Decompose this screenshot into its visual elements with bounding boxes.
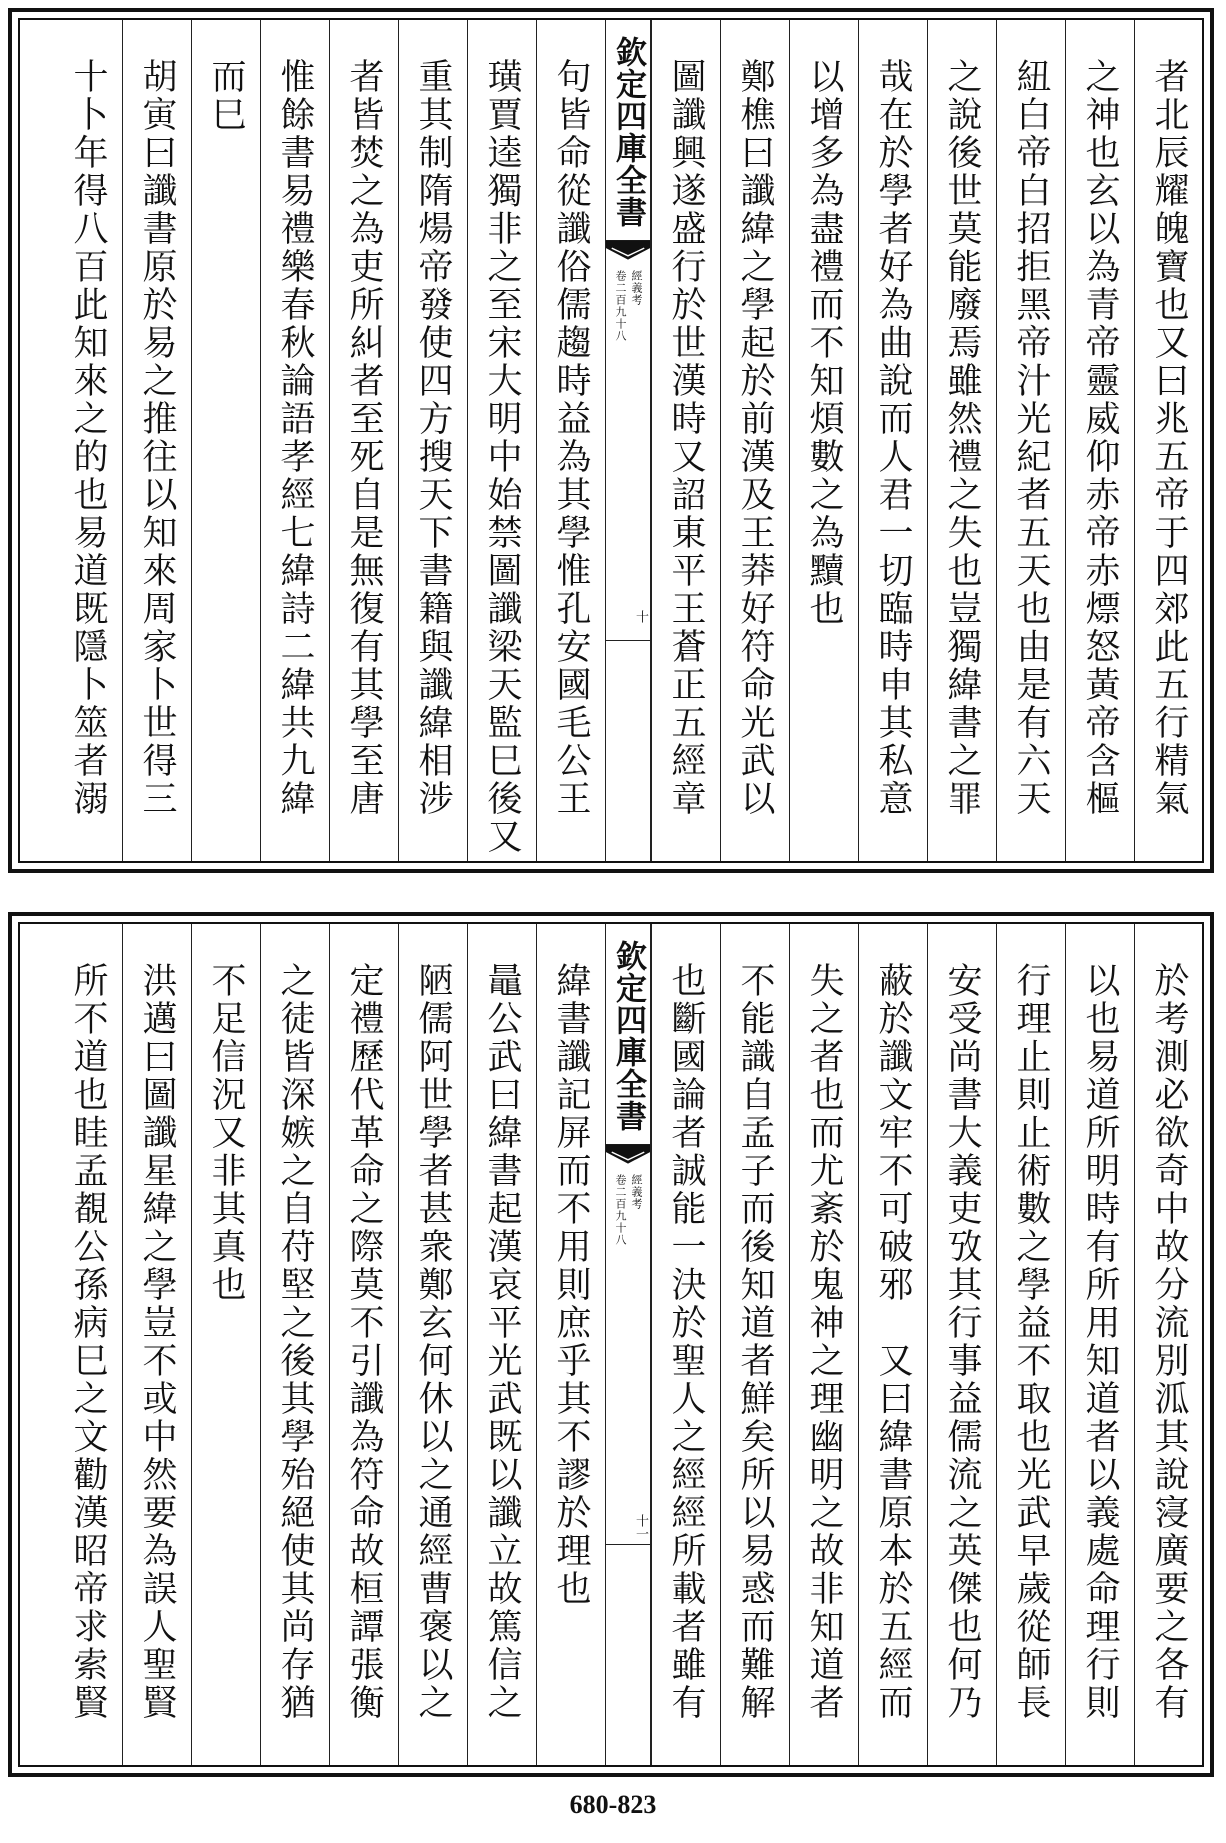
text-column: [651, 20, 720, 861]
fold-divider: [606, 640, 650, 641]
fish-tail-mark-icon: [606, 240, 650, 262]
fold-divider: [606, 1544, 650, 1545]
text-column: [122, 20, 191, 861]
column-text: 於考測必欲奇中故分流別泒其說寖廣要之各有: [1149, 962, 1189, 1722]
column-text: 者皆焚之為吏所糾者至死自是無復有其學至唐: [344, 58, 384, 818]
column-text: 惟餘書易禮樂春秋論語孝經七緯詩二緯共九緯: [275, 58, 315, 818]
text-column: [858, 20, 927, 861]
column-text: 不能識自孟子而後知道者鮮矣所以易惑而難解: [735, 962, 775, 1722]
text-column: [789, 20, 858, 861]
page-number: 十: [633, 610, 648, 623]
column-text: 不足信況又非其真也: [206, 962, 246, 1304]
catalog-number: 680-823: [569, 1790, 657, 1819]
text-column: [1134, 20, 1203, 861]
text-column: [1134, 924, 1203, 1765]
text-column: [1065, 20, 1134, 861]
text-column: [260, 924, 329, 1765]
text-column: [1065, 924, 1134, 1765]
text-column: [858, 924, 927, 1765]
text-column: [720, 20, 789, 861]
text-column: [927, 20, 996, 861]
text-column: [927, 924, 996, 1765]
work-name: 經義考: [630, 270, 643, 306]
column-text: 句皆命從讖俗儒趨時益為其學惟孔安國毛公王: [551, 58, 591, 818]
column-text: 以增多為盡禮而不知煩數之為黷也: [804, 58, 844, 628]
column-text: 陋儒阿世學者甚衆鄭玄何休以之通經曹褒以之: [413, 962, 453, 1722]
chapter-number: 卷二百九十八: [614, 1174, 627, 1246]
volume-info: [608, 1174, 648, 1294]
text-column: [536, 20, 605, 861]
volume-info: [608, 270, 648, 390]
column-text: 紐白帝白招拒黑帝汁光紀者五天也由是有六天: [1011, 58, 1051, 818]
center-fold: [605, 20, 651, 861]
text-column: [789, 924, 858, 1765]
page-number: 十一: [633, 1514, 648, 1540]
fish-tail-mark-icon: [606, 1144, 650, 1166]
bottom-page: [8, 912, 1214, 1777]
text-column: [996, 20, 1065, 861]
column-text: 鄭樵曰讖緯之學起於前漢及王莽好符命光武以: [735, 58, 775, 818]
work-name: 經義考: [630, 1174, 643, 1210]
text-column: [996, 924, 1065, 1765]
text-column: [398, 20, 467, 861]
column-text: 行理止則止術數之學益不取也光武早歲從師長: [1011, 962, 1051, 1722]
text-column: [720, 924, 789, 1765]
column-text: 緯書讖記屏而不用則庶乎其不謬於理也: [551, 962, 591, 1608]
column-text: 者北辰耀魄寶也又曰兆五帝于四郊此五行精氣: [1149, 58, 1189, 818]
text-column: [398, 924, 467, 1765]
column-text: 蔽於讖文牢不可破邪 又曰緯書原本於五經而: [873, 962, 913, 1722]
text-column: [53, 20, 122, 861]
column-text: 十卜年得八百此知來之的也易道既隱卜筮者溺: [68, 58, 108, 818]
column-text: 以也易道所明時有所用知道者以義處命理行則: [1080, 962, 1120, 1722]
top-page-frame: [18, 18, 1204, 863]
text-column: [536, 924, 605, 1765]
column-text: 也斷國論者誠能一決於聖人之經經所載者雖有: [666, 962, 706, 1722]
column-text: 而巳: [206, 58, 246, 134]
column-text: 所不道也眭孟覩公孫病巳之文勸漢昭帝求索賢: [68, 962, 108, 1722]
column-text: 圖讖興遂盛行於世漢時又詔東平王蒼正五經章: [666, 58, 706, 818]
text-column: [329, 20, 398, 861]
text-column: [651, 924, 720, 1765]
text-column: [260, 20, 329, 861]
text-column: [329, 924, 398, 1765]
text-column: [467, 924, 536, 1765]
bottom-page-frame: [18, 922, 1204, 1767]
chapter-number: 卷二百九十八: [614, 270, 627, 342]
column-text: 之神也玄以為青帝靈威仰赤帝赤熛怒黃帝含樞: [1080, 58, 1120, 818]
column-text: 安受尚書大義吏攷其行事益儒流之英傑也何乃: [942, 962, 982, 1722]
text-column: [467, 20, 536, 861]
book-title: 欽定四庫全書: [606, 24, 650, 241]
text-column: [191, 924, 260, 1765]
column-text: 定禮歷代革命之際莫不引讖為符命故桓譚張衡: [344, 962, 384, 1722]
column-text: 失之者也而尤紊於鬼神之理幽明之故非知道者: [804, 962, 844, 1722]
center-fold: [605, 924, 651, 1765]
column-text: 洪邁曰圖讖星緯之學豈不或中然要為誤人聖賢: [137, 962, 177, 1722]
column-text: 哉在於學者好為曲說而人君一切臨時申其私意: [873, 58, 913, 818]
text-column: [191, 20, 260, 861]
column-text: 鼂公武曰緯書起漢哀平光武既以讖立故篤信之: [482, 962, 522, 1722]
text-column: [122, 924, 191, 1765]
text-column: [53, 924, 122, 1765]
column-text: 之徒皆深嫉之自苻堅之後其學殆絕使其尚存猶: [275, 962, 315, 1722]
column-text: 璜賈逵獨非之至宋大明中始禁圖讖梁天監巳後又: [482, 58, 522, 856]
column-text: 重其制隋煬帝發使四方搜天下書籍與讖緯相涉: [413, 58, 453, 818]
book-title: 欽定四庫全書: [606, 928, 650, 1145]
top-page: [8, 8, 1214, 873]
column-text: 之說後世莫能廢焉雖然禮之失也豈獨緯書之罪: [942, 58, 982, 818]
column-text: 胡寅曰讖書原於易之推往以知來周家卜世得三: [137, 58, 177, 818]
